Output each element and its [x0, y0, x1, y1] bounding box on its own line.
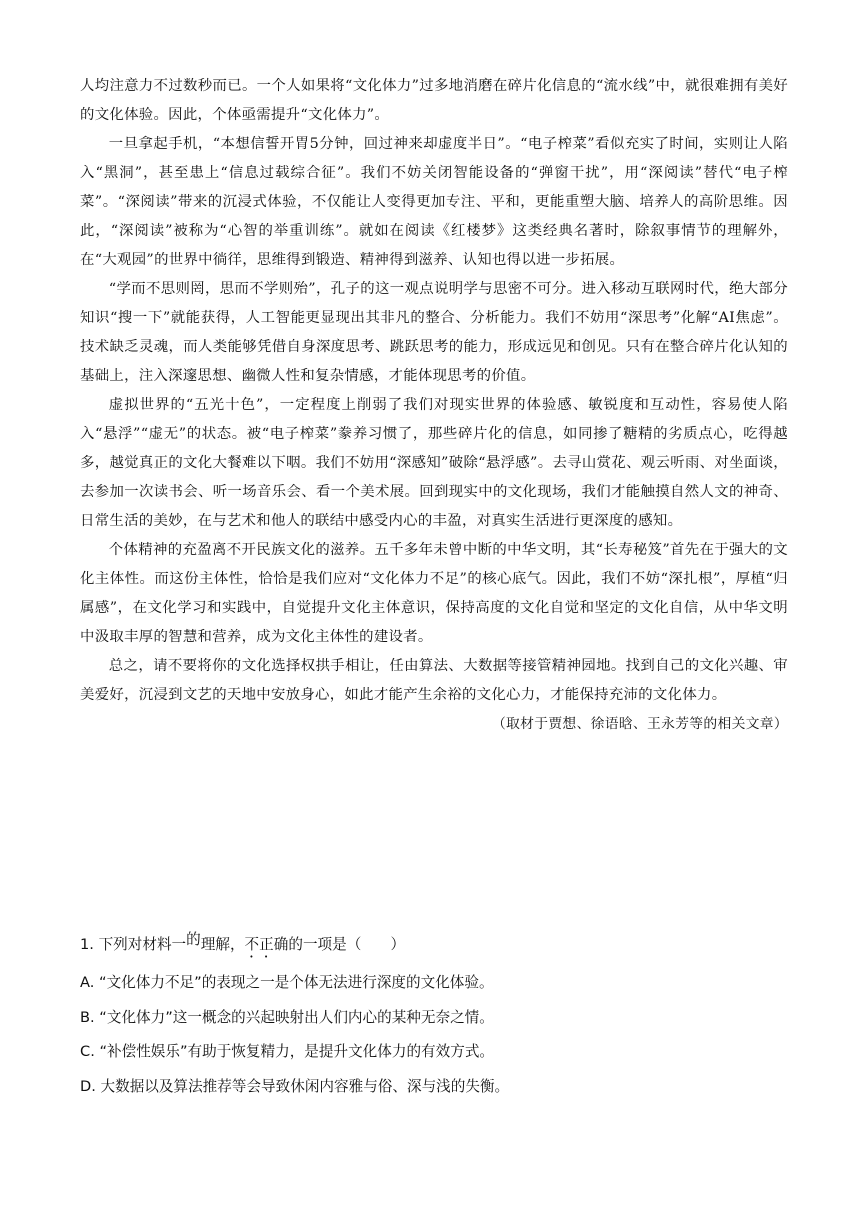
- passage-source: （取材于贾想、徐语晗、王永芳等的相关文章）: [491, 716, 788, 732]
- question-stem-de: 的: [186, 931, 201, 948]
- passage-paragraph: 虚拟世界的“五光十色”，一定程度上削弱了我们对现实世界的体验感、敏锐度和互动性，容易使人陷入“悬浮”“虚无”的状态。被“电子榨菜”豢养习惯了，那些碎片化的信息，如同掺了糖精的劣质点心，吃得越多，越觉真正的文化大餐难以下咽。我们不妨用“深感知”破除“悬浮感”。去寻山赏花、观云听雨、对坐面谈，去参加一次读书会、听一场音乐会、看一个美术展。回到现实中的文化现场，我们才能触摸自然人文的神奇、日常生活的美妙，在与艺术和他人的联结中感受内心的丰盈，对真实生活进行更深度的感知。: [80, 397, 788, 529]
- option-a: A. “文化体力不足”的表现之一是个体无法进行深度的文化体验。: [80, 974, 494, 991]
- question-stem-prefix: 1. 下列对材料一: [80, 936, 187, 953]
- question-stem-mid: 理解，: [200, 936, 245, 953]
- passage-continuation: 人均注意力不过数秒而已。一个人如果将“文化体力”过多地消磨在碎片化信息的“流水线”中，就很难拥有美好的文化体验。因此，个体亟需提升“文化体力”。: [80, 78, 788, 123]
- option-d: D. 大数据以及算法推荐等会导致休闲内容雅与俗、深与浅的失衡。: [80, 1077, 510, 1095]
- reading-passage: [80, 72, 788, 739]
- question-stem-suffix: 确的一项是（ ）: [273, 936, 406, 953]
- passage-paragraph: 一旦拿起手机，“本想信誓开胃5分钟，回过神来却虚度半日”。“电子榨菜”看似充实了时间，实则让人陷入“黑洞”，甚至患上“信息过载综合征”。我们不妨关闭智能设备的“弹窗干扰”，用“深阅读”替代“电子榨菜”。“深阅读”带来的沉浸式体验，不仅能让人变得更加专注、平和，更能重塑大脑、培养人的高阶思维。因此，“深阅读”被称为“心智的举重训练”。就如在阅读《红楼梦》这类经典名著时，除叙事情节的理解外，在“大观园”的世界中徜徉，思维得到锻造、精神得到滋养、认知也得以进一步拓展。: [80, 136, 788, 268]
- question-stem: [80, 930, 788, 960]
- option-c: C. “补偿性娱乐”有助于恢复精力，是提升文化体力的有效方式。: [80, 1043, 495, 1060]
- passage-paragraph: 总之，请不要将你的文化选择权拱手相让，任由算法、大数据等接管精神园地。找到自己的文化兴趣、审美爱好，沉浸到文艺的天地中安放身心，如此才能产生余裕的文化心力，才能保持充沛的文化体力。: [80, 658, 788, 703]
- passage-paragraph: “学而不思则罔，思而不学则殆”，孔子的这一观点说明学与思密不可分。进入移动互联网时代，绝大部分知识“搜一下”就能获得，人工智能更显现出其非凡的整合、分析能力。我们不妨用“深思考”化解“AI焦虑”。技术缺乏灵魂，而人类能够凭借自身深度思考、跳跃思考的能力，形成远见和创见。只有在整合碎片化认知的基础上，注入深邃思想、幽微人性和复杂情感，才能体现思考的价值。: [80, 281, 788, 384]
- question-1: [80, 930, 788, 1104]
- option-b: B. “文化体力”这一概念的兴起映射出人们内心的某种无奈之情。: [80, 1008, 494, 1026]
- question-stem-emphasis: 不正: [244, 936, 274, 953]
- passage-paragraph: 个体精神的充盈离不开民族文化的滋养。五千多年未曾中断的中华文明，其“长寿秘笈”首先在于强大的文化主体性。而这份主体性，恰恰是我们应对“文化体力不足”的核心底气。因此，我们不妨“深扎根”，厚植“归属感”，在文化学习和实践中，自觉提升文化主体意识，保持高度的文化自觉和坚定的文化自信，从中华文明中汲取丰厚的智慧和营养，成为文化主体性的建设者。: [80, 542, 788, 645]
